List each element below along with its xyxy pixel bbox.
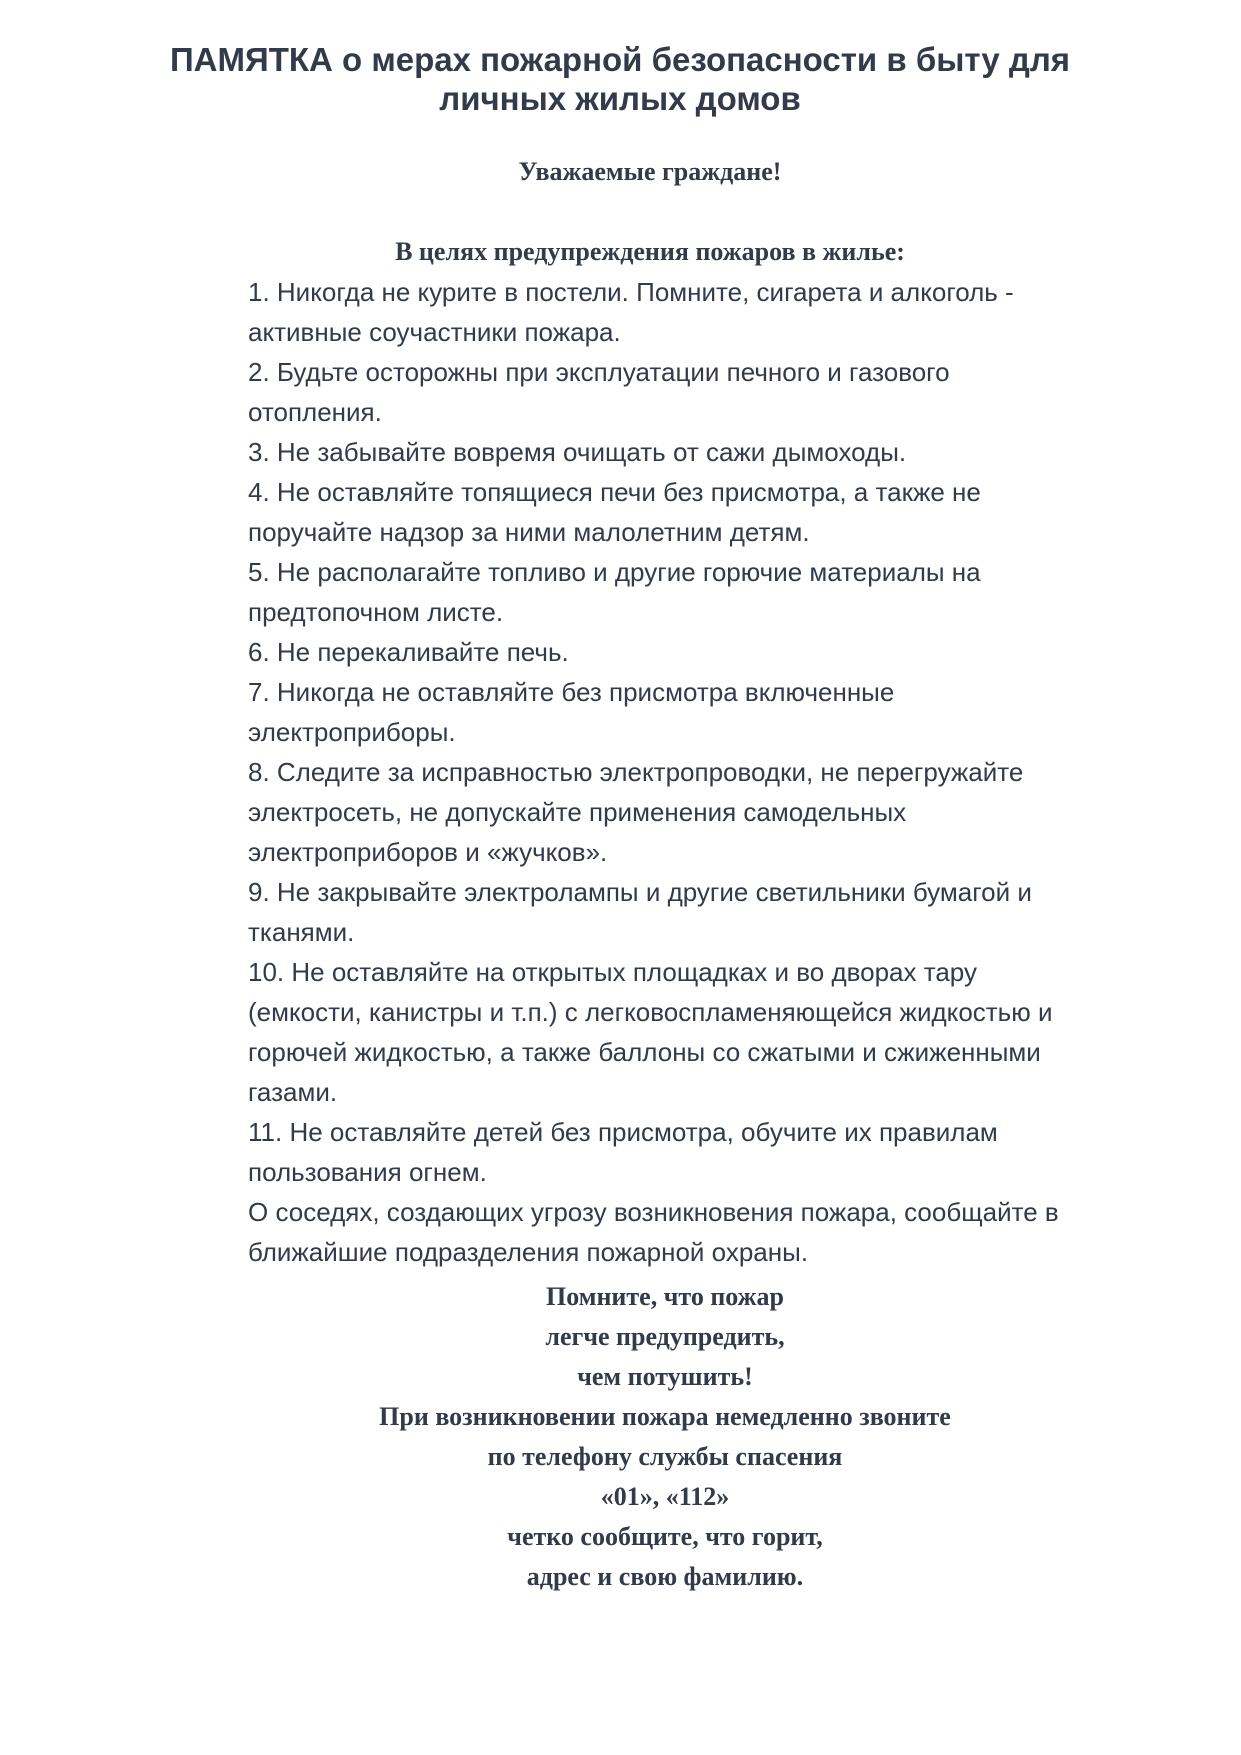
page-title: ПАМЯТКА о мерах пожарной безопасности в быту для личных жилых домов — [169, 41, 1071, 117]
reminder-line: четко сообщите, что горит, — [507, 1522, 823, 1551]
reminder-line: адрес и свою фамилию. — [526, 1562, 804, 1591]
intro-heading: В целях предупреждения пожаров в жилье: — [395, 237, 905, 266]
reminder-line: Помните, что пожар — [546, 1282, 784, 1311]
rule-item: 6. Не перекаливайте печь. — [248, 637, 569, 667]
greeting: Уважаемые граждане! — [518, 157, 782, 186]
rule-item: 8. Следите за исправностью электропроводки, не перегружайте электросеть, не допускайте применения самодельных электроприборов и «жучков». — [248, 757, 1024, 867]
rule-item: 7. Никогда не оставляйте без присмотра включенные электроприборы. — [248, 677, 895, 747]
emergency-numbers: «01», «112» — [600, 1482, 730, 1511]
rule-item: 10. Не оставляйте на открытых площадках и во дворах тару (емкости, канистры и т.п.) с легковоспламеняющейся жидкостью и горючей жидкостью, а также баллоны со сжатыми и сжиженными газами. — [248, 957, 1053, 1107]
rule-item: 11. Не оставляйте детей без присмотра, обучите их правилам пользования огнем. — [248, 1117, 998, 1187]
rule-item: 9. Не закрывайте электролампы и другие светильники бумагой и тканями. — [248, 877, 1032, 947]
rule-item: 4. Не оставляйте топящиеся печи без присмотра, а также не поручайте надзор за ними малолетним детям. — [248, 477, 981, 547]
reminder-block — [220, 1277, 1110, 1597]
reminder-line: легче предупредить, — [545, 1322, 785, 1351]
rule-item: 5. Не располагайте топливо и другие горючие материалы на предтопочном листе. — [248, 557, 981, 627]
rule-item: 1. Никогда не курите в постели. Помните, сигарета и алкоголь - активные соучастники пожара. — [248, 277, 1014, 347]
reminder-line: При возникновении пожара немедленно звоните — [379, 1402, 951, 1431]
rule-item: 2. Будьте осторожны при эксплуатации печного и газового отопления. — [248, 357, 950, 427]
closing-paragraph: О соседях, создающих угрозу возникновения пожара, сообщайте в ближайшие подразделения пожарной охраны. — [248, 1197, 1059, 1267]
reminder-line: по телефону службы спасения — [487, 1442, 843, 1471]
rule-item: 3. Не забывайте вовремя очищать от сажи дымоходы. — [248, 437, 907, 467]
reminder-line: чем потушить! — [577, 1362, 753, 1391]
rules-list — [248, 272, 1088, 1192]
